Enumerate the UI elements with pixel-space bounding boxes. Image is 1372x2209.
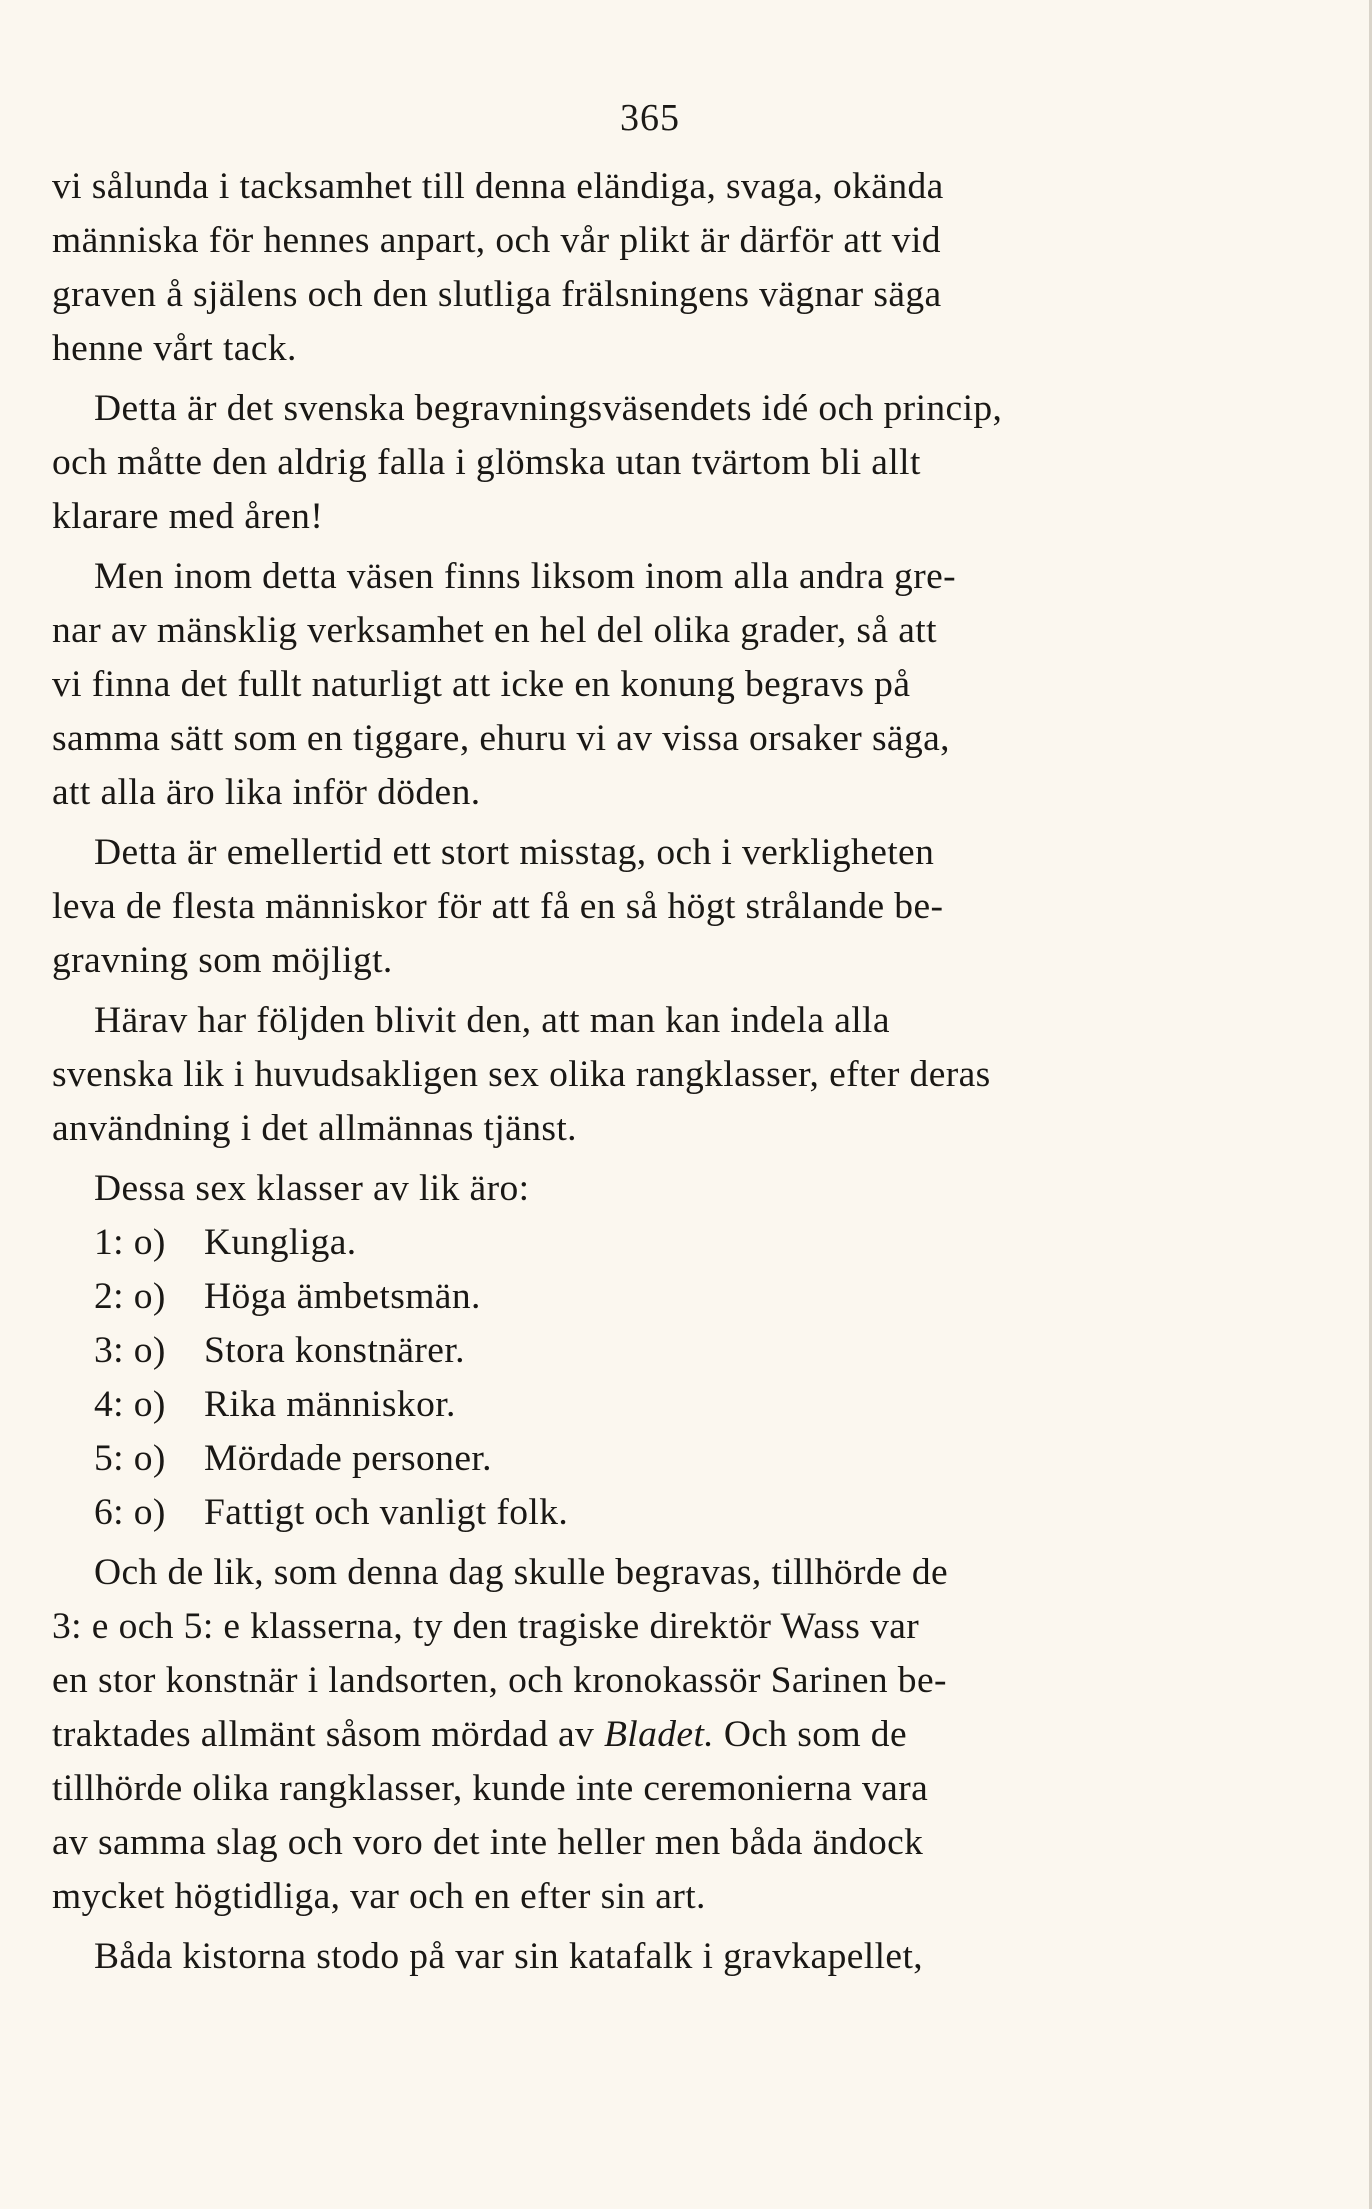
paragraph xyxy=(52,160,1112,376)
list-item-number: 3: o) xyxy=(94,1330,166,1371)
text-line: och måtte den aldrig falla i glömska utan tvärtom bli allt xyxy=(52,442,921,483)
list-item-text: Stora konstnärer. xyxy=(204,1330,465,1371)
text-line: av samma slag och voro det inte heller men båda ändock xyxy=(52,1822,924,1863)
text-line: att alla äro lika inför döden. xyxy=(52,772,481,813)
paragraph xyxy=(52,382,1112,544)
list-item xyxy=(94,1486,1112,1540)
list-item-text: Fattigt och vanligt folk. xyxy=(204,1492,569,1533)
list-item-text: Mördade personer. xyxy=(204,1438,492,1479)
paragraph xyxy=(52,826,1112,988)
body-text xyxy=(52,160,1112,1990)
text-line: leva de flesta människor för att få en så högt strålande be- xyxy=(52,886,944,927)
text-line: samma sätt som en tiggare, ehuru vi av vissa orsaker säga, xyxy=(52,718,950,759)
text-line: nar av mänsklig verksamhet en hel del olika grader, så att xyxy=(52,610,937,651)
text-line: Härav har följden blivit den, att man kan indela alla xyxy=(94,1000,890,1041)
list-item xyxy=(94,1432,1112,1486)
text-line: vi sålunda i tacksamhet till denna eländiga, svaga, okända xyxy=(52,166,944,207)
newspaper-title: Bladet. xyxy=(604,1714,715,1755)
list-item xyxy=(94,1378,1112,1432)
text-line xyxy=(52,1708,1112,1762)
list-item-number: 2: o) xyxy=(94,1276,166,1317)
list-item-number: 6: o) xyxy=(94,1492,166,1533)
text-line: henne vårt tack. xyxy=(52,328,297,369)
paragraph xyxy=(52,1546,1112,1924)
text-segment: Och som de xyxy=(714,1714,907,1755)
class-list xyxy=(52,1162,1112,1540)
paragraph xyxy=(52,994,1112,1156)
text-line: vi finna det fullt naturligt att icke en konung begravs på xyxy=(52,664,911,705)
list-item xyxy=(94,1270,1112,1324)
list-item-number: 4: o) xyxy=(94,1384,166,1425)
paragraph xyxy=(52,550,1112,820)
text-line: graven å själens och den slutliga frälsningens vägnar säga xyxy=(52,274,942,315)
text-line: klarare med åren! xyxy=(52,496,324,537)
paragraph xyxy=(52,1930,1112,1984)
text-segment: traktades allmänt såsom mördad av xyxy=(52,1714,604,1755)
list-item-text: Rika människor. xyxy=(204,1384,456,1425)
text-line: användning i det allmännas tjänst. xyxy=(52,1108,577,1149)
text-line: en stor konstnär i landsorten, och kronokassör Sarinen be- xyxy=(52,1660,947,1701)
text-line: Detta är det svenska begravningsväsendets idé och princip, xyxy=(94,388,1003,429)
text-line: tillhörde olika rangklasser, kunde inte ceremonierna vara xyxy=(52,1768,929,1809)
text-line: mycket högtidliga, var och en efter sin art. xyxy=(52,1876,706,1917)
list-item-number: 1: o) xyxy=(94,1222,166,1263)
text-line: Men inom detta väsen finns liksom inom alla andra gre- xyxy=(94,556,957,597)
list-item xyxy=(94,1324,1112,1378)
text-line: Båda kistorna stodo på var sin katafalk i gravkapellet, xyxy=(94,1936,924,1977)
list-item-text: Höga ämbetsmän. xyxy=(204,1276,481,1317)
text-line: Detta är emellertid ett stort misstag, och i verkligheten xyxy=(94,832,935,873)
text-line: svenska lik i huvudsakligen sex olika rangklasser, efter deras xyxy=(52,1054,991,1095)
text-line: människa för hennes anpart, och vår plikt är därför att vid xyxy=(52,220,941,261)
text-line: Och de lik, som denna dag skulle begravas, tillhörde de xyxy=(94,1552,949,1593)
list-item-number: 5: o) xyxy=(94,1438,166,1479)
page-number: 365 xyxy=(620,97,680,139)
text-line: 3: e och 5: e klasserna, ty den tragiske direktör Wass var xyxy=(52,1606,920,1647)
list-intro: Dessa sex klasser av lik äro: xyxy=(94,1168,530,1209)
list-item xyxy=(94,1216,1112,1270)
list-item-text: Kungliga. xyxy=(204,1222,357,1263)
text-line: gravning som möjligt. xyxy=(52,940,393,981)
